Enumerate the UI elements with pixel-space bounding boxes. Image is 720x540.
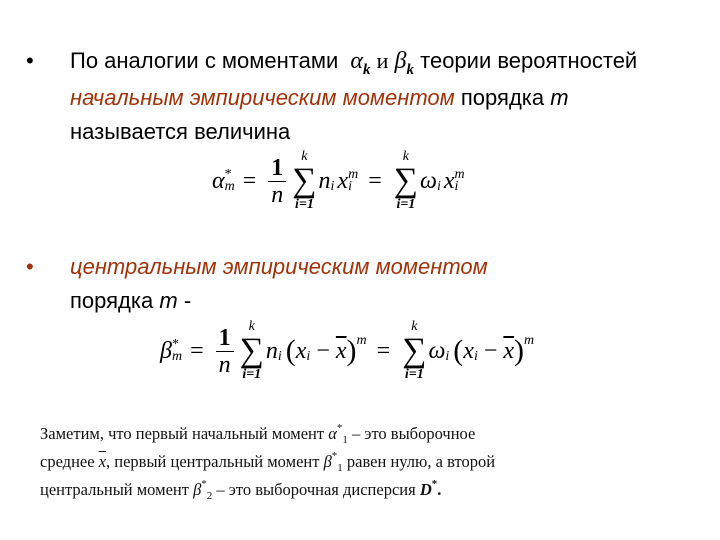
x-term: x xyxy=(337,167,349,194)
note-line-3 xyxy=(40,477,700,505)
formula-central-moment xyxy=(160,320,534,382)
fraction-numerator: 1 xyxy=(216,325,234,352)
n-subscript: i xyxy=(277,349,282,364)
sum-lower-limit: i=1 xyxy=(242,367,262,382)
x-term-2: x xyxy=(463,337,474,364)
x-term: x xyxy=(295,337,307,364)
sum-lower-limit-2: i=1 xyxy=(404,367,424,382)
formula-initial-moment xyxy=(212,150,465,212)
x-subscript-2: i xyxy=(473,349,478,364)
fraction-1-over-n xyxy=(216,325,234,378)
d-sup: * xyxy=(431,478,438,490)
fraction-denominator: n xyxy=(271,181,284,208)
and-word: и xyxy=(376,48,389,73)
alpha-k-subscript: k xyxy=(363,62,371,78)
open-paren-2: ( xyxy=(453,334,464,367)
note-text-2c: равен нулю, а второй xyxy=(346,452,496,471)
power-m: m xyxy=(356,333,367,348)
note-end-period: . xyxy=(437,480,442,499)
fraction-numerator: 1 xyxy=(268,155,286,182)
x-bar: $\overline{x}$ xyxy=(335,337,347,364)
sum-lower-limit-2: i=1 xyxy=(396,197,416,212)
star-superscript: * xyxy=(224,167,232,182)
text-of-order: порядка xyxy=(460,85,545,110)
alpha-1-symbol: α xyxy=(328,424,337,443)
alpha-1-sub: 1 xyxy=(342,434,348,446)
alpha-k-symbol xyxy=(344,48,371,78)
note-text-2b: , первый центральный момент xyxy=(106,452,320,471)
bullet-central-moment-text xyxy=(70,250,666,318)
omega-term: ω xyxy=(428,337,446,364)
text-of-order-2: порядка xyxy=(70,288,154,313)
text-probability-theory: теории вероятностей xyxy=(420,48,638,73)
m-subscript: m xyxy=(171,349,183,364)
beta-k-symbol xyxy=(394,48,414,78)
alpha-glyph: α xyxy=(350,48,364,74)
note-text-1a: Заметим, что первый начальный момент xyxy=(40,424,325,443)
x-subscript: i xyxy=(348,179,352,194)
omega-subscript: i xyxy=(436,179,441,194)
beta-2-symbol: β xyxy=(193,480,202,499)
note-text-1b: – это выборочное xyxy=(351,424,476,443)
sum-operator-2 xyxy=(394,150,418,212)
minus-sign-2: − xyxy=(483,337,498,364)
bullet-initial-moment-text xyxy=(70,44,666,149)
note-paragraph xyxy=(40,421,700,505)
x-term-2: x xyxy=(443,167,455,194)
alpha-1-sup: * xyxy=(336,422,343,434)
equals-sign: = xyxy=(242,167,257,194)
sum-lower-limit: i=1 xyxy=(294,197,314,212)
note-line-1 xyxy=(40,421,700,449)
x-bar-symbol: $\overline{x}$ xyxy=(98,452,107,471)
n-subscript: i xyxy=(330,179,335,194)
beta-1-sup: * xyxy=(331,450,338,462)
omega-subscript: i xyxy=(445,349,450,364)
order-m-2: m xyxy=(159,288,178,313)
close-paren-2: ) xyxy=(514,334,525,367)
sum-upper-limit-2: k xyxy=(402,149,409,164)
n-term: n xyxy=(265,337,278,364)
sum-operator xyxy=(292,150,316,212)
x-subscript: i xyxy=(306,349,311,364)
sum-operator-2 xyxy=(402,320,426,382)
sigma-icon: ∑ xyxy=(393,162,418,199)
text-by-analogy: По аналогии с моментами xyxy=(70,48,339,73)
omega-term: ω xyxy=(420,167,437,194)
sigma-icon: ∑ xyxy=(402,332,427,369)
dash: - xyxy=(183,288,192,313)
minus-sign: − xyxy=(316,337,330,364)
fraction-1-over-n xyxy=(268,155,286,208)
x-power-2: m xyxy=(454,167,465,182)
term-central-empirical-moment: центральным эмпирическим моментом xyxy=(70,254,488,279)
sum-operator xyxy=(240,320,264,382)
bullet-dot: • xyxy=(26,254,34,279)
close-paren: ) xyxy=(346,334,357,367)
note-line-2 xyxy=(40,449,700,477)
open-paren: ( xyxy=(285,334,296,367)
sigma-icon: ∑ xyxy=(292,162,317,199)
d-symbol: D xyxy=(419,480,432,499)
sigma-icon: ∑ xyxy=(239,332,264,369)
beta-1-symbol: β xyxy=(323,452,332,471)
order-m: m xyxy=(550,85,569,110)
beta-glyph: β xyxy=(394,48,407,74)
note-text-3b: – это выборочная дисперсия xyxy=(216,480,416,499)
bullet-initial-moment xyxy=(26,44,666,149)
beta-k-subscript: k xyxy=(406,62,414,78)
sum-upper-limit: k xyxy=(301,149,308,164)
note-text-3a: центральный момент xyxy=(40,480,189,499)
equals-sign-2: = xyxy=(368,167,382,194)
x-bar-2: $\overline{x}$ xyxy=(503,337,515,364)
m-subscript: m xyxy=(224,179,235,194)
fraction-denominator: n xyxy=(218,351,231,378)
sum-upper-limit: k xyxy=(248,319,255,334)
beta-1-sub: 1 xyxy=(337,462,343,474)
alpha-symbol: α xyxy=(212,167,225,194)
beta-symbol: β xyxy=(160,337,172,364)
beta-2-sub: 2 xyxy=(206,490,213,502)
sum-upper-limit-2: k xyxy=(411,319,418,334)
star-superscript: * xyxy=(171,337,179,352)
x-subscript-2: i xyxy=(454,179,459,194)
beta-2-sup: * xyxy=(201,478,207,490)
note-text-2a: среднее xyxy=(40,452,95,471)
term-initial-empirical-moment: начальным эмпирическим моментом xyxy=(70,85,455,110)
text-is-called: называется величина xyxy=(70,119,291,144)
bullet-central-moment xyxy=(26,250,666,318)
equals-sign: = xyxy=(190,337,204,364)
power-m-2: m xyxy=(524,333,535,348)
n-term: n xyxy=(318,167,331,194)
equals-sign-2: = xyxy=(376,337,391,364)
x-power: m xyxy=(348,167,359,182)
bullet-dot: • xyxy=(26,48,34,73)
